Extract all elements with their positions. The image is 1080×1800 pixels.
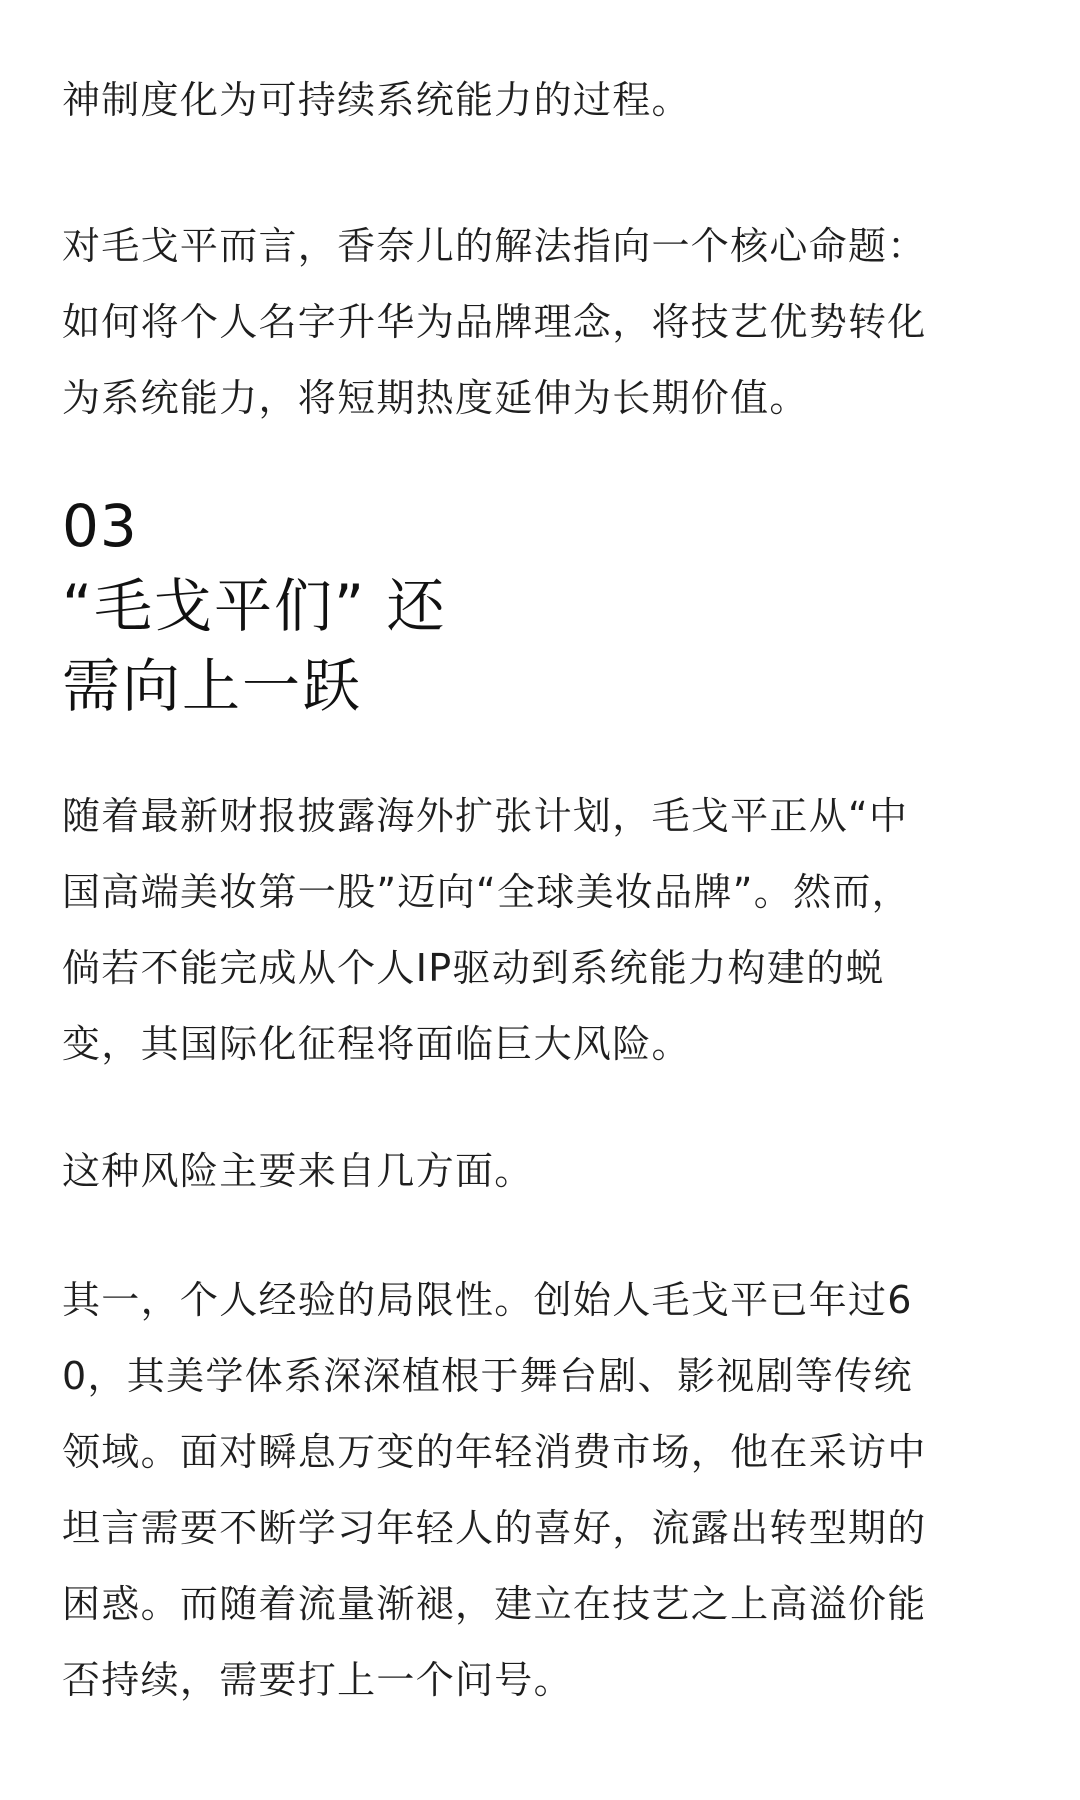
paragraph-5 [62, 1262, 1022, 1718]
paragraph-line: 如何将个人名字升华为品牌理念，将技艺优势转化 [62, 300, 927, 344]
paragraph-3 [62, 778, 1022, 1082]
paragraph-line: 领域。面对瞬息万变的年轻消费市场，他在采访中 [62, 1430, 927, 1474]
paragraph-line: 对毛戈平而言，香奈儿的解法指向一个核心命题： [62, 224, 927, 268]
paragraph-4 [62, 1133, 1022, 1209]
paragraph-line: 神制度化为可持续系统能力的过程。 [62, 78, 691, 122]
paragraph-line: 0，其美学体系深深植根于舞台剧、影视剧等传统 [62, 1354, 913, 1398]
section-heading [62, 486, 962, 726]
section-title-line: “毛戈平们” 还 [62, 572, 447, 640]
section-title-line: 需向上一跃 [62, 652, 363, 720]
paragraph-line: 随着最新财报披露海外扩张计划，毛戈平正从“中 [62, 794, 909, 838]
paragraph-1 [62, 62, 1022, 138]
paragraph-line: 为系统能力，将短期热度延伸为长期价值。 [62, 376, 809, 420]
paragraph-line: 倘若不能完成从个人IP驱动到系统能力构建的蜕 [62, 946, 885, 990]
paragraph-line: 这种风险主要来自几方面。 [62, 1149, 534, 1193]
paragraph-2 [62, 208, 1022, 436]
paragraph-line: 国高端美妆第一股”迈向“全球美妆品牌”。然而， [62, 870, 911, 914]
section-number: 03 [62, 492, 138, 560]
paragraph-line: 变，其国际化征程将面临巨大风险。 [62, 1022, 691, 1066]
paragraph-line: 坦言需要不断学习年轻人的喜好，流露出转型期的 [62, 1506, 927, 1550]
paragraph-line: 否持续，需要打上一个问号。 [62, 1658, 573, 1702]
paragraph-line: 困惑。而随着流量渐褪，建立在技艺之上高溢价能 [62, 1582, 927, 1626]
paragraph-line: 其一，个人经验的局限性。创始人毛戈平已年过6 [62, 1278, 913, 1322]
